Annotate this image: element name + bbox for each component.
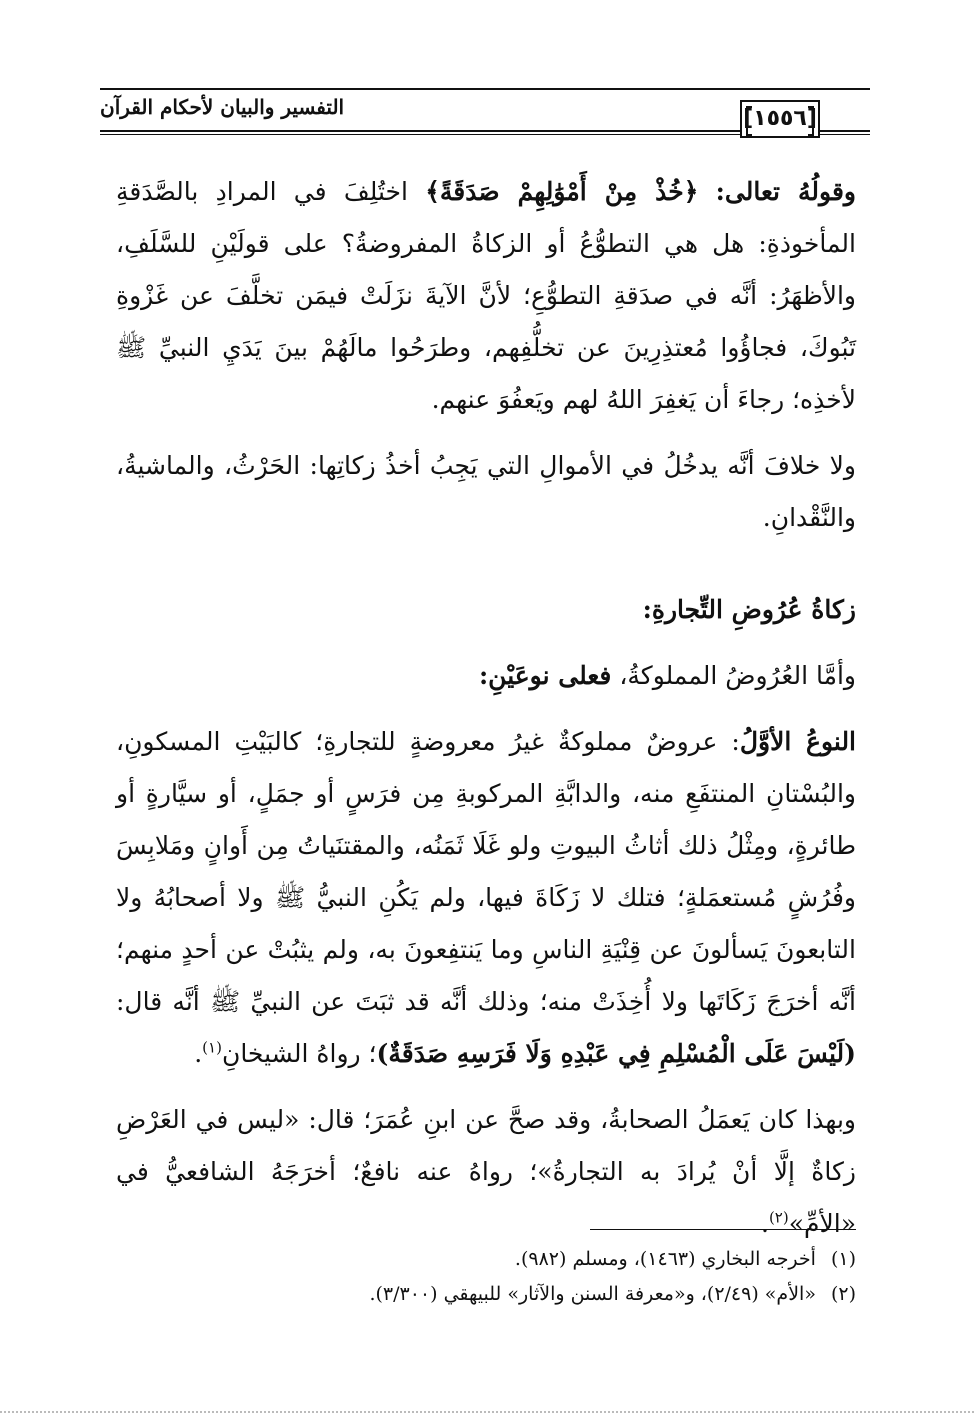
quran-verse: ﴿خُذْ مِنْ أَمْوَٰلِهِمْ صَدَقَةً﴾ — [425, 177, 699, 206]
footnote-2 — [116, 1277, 856, 1312]
paragraph-4-text-a: : عروضٌ مملوكةٌ غيرُ معروضةٍ للتجارةِ؛ كالبَيْتِ المسكونِ، والبُسْتانِ المنتفَعِ منه، والدابَّةِ المركوبةِ مِن فرَسٍ أو جمَلٍ، أو سيَّارةٍ أو طائرةٍ، ومِثْلُ ذلك أثاثُ البيوتِ ولو غَلَا ثَمَنُه، والمقتنَياتُ مِن أَوانٍ ومَلابِسَ وفُرُشٍ مُستعمَلةٍ؛ فتلك لا زَكَاةَ فيها، ولم يَكُنِ النبيُّ ﷺ ولا أصحابُهُ ولا التابعونَ يَسألونَ عن قِنْيَةِ الناسِ وما يَنتفِعونَ به، ولم يثبُتْ عن أحدٍ منهم؛ أنَّه أخرَجَ زَكَاتَها ولا أُخِذَتْ منه؛ وذلك أنَّه قد ثبَتَ عن النبيِّ ﷺ أنَّه قال: — [116, 727, 856, 1016]
footnote-1-text: أخرجه البخاري (١٤٦٣)، ومسلم (٩٨٢). — [514, 1248, 816, 1270]
paragraph-3-bold: فعلى نوعَيْنِ: — [478, 661, 612, 690]
main-text — [116, 166, 856, 1250]
footnote-separator — [590, 1229, 856, 1230]
paragraph-2: ولا خلافَ أنَّه يدخُلُ في الأموالِ التي يَجِبُ أخذُ زكاتِها: الحَرْثُ، والماشيةُ، والنَّقْدانِ. — [116, 451, 856, 532]
paragraph-4-end: . — [194, 1039, 203, 1068]
page-bottom-border — [0, 1411, 974, 1413]
footnote-1 — [116, 1242, 856, 1277]
paragraph-3 — [116, 650, 856, 702]
paragraph-5-text: وبهذا كان يَعمَلُ الصحابةُ، وقد صحَّ عن ابنِ عُمَرَ؛ قال: «ليس في العَرْضِ زكاةٌ إلَّا أنْ يُرادَ به التجارةُ»؛ رواهُ عنه نافعٌ؛ أخرَجَهُ الشافعيُّ في «الأمِّ» — [116, 1105, 856, 1238]
paragraph-1-text: اختُلِفَ في المرادِ بالصَّدَقةِ المأخوذةِ: هل هي التطوُّعُ أو الزكاةُ المفروضةُ؟ على قولَيْنِ للسَّلَفِ، والأظهَرُ: أنَّه في صدَقةِ التطوُّعِ؛ لأنَّ الآيةَ نزَلَتْ فيمَن تخلَّفَ عن غَزْوةِ تَبُوكَ، فجاؤُوا مُعتذِرِينَ عن تخلُّفِهم، وطرَحُوا مالَهُمْ بينَ يَدَيِ النبيِّ ﷺ لأخذِه؛ رجاءَ أن يَغفِرَ اللهُ لهم ويَعفُوَ عنهم. — [116, 177, 856, 414]
footnote-ref-2[interactable]: (٢) — [768, 1208, 789, 1227]
book-title: التفسير والبيان لأحكام القرآن — [100, 95, 345, 119]
hadith-quote: (لَيْسَ عَلَى الْمُسْلِمِ فِي عَبْدِهِ وَلَا فَرَسِهِ صَدَقَةٌ) — [376, 1039, 856, 1068]
footnote-ref-1[interactable]: (١) — [202, 1038, 222, 1057]
paragraph-5-end: . — [760, 1209, 769, 1238]
section-heading: زكاةُ عُرُوضِ التِّجارةِ: — [642, 595, 856, 624]
footnote-2-text: «الأم» (٢/٤٩)، و«معرفة السنن والآثار» للبيهقي (٣/٣٠٠). — [369, 1283, 816, 1305]
paragraph-1-lead: وقولُهُ تعالى: — [715, 177, 856, 206]
footnote-2-number: (٢) — [830, 1283, 856, 1305]
paragraph-4 — [116, 716, 856, 1080]
paragraph-4-lead: النوعُ الأوَّلُ — [739, 727, 857, 756]
page-number: [١٥٥٦] — [740, 100, 820, 138]
footnotes — [116, 1242, 856, 1312]
paragraph-4-text-b: ؛ رواهُ الشيخانِ — [221, 1039, 377, 1068]
paragraph-1 — [116, 166, 856, 426]
running-header — [100, 88, 870, 148]
paragraph-5 — [116, 1094, 856, 1250]
footnote-1-number: (١) — [830, 1248, 856, 1270]
paragraph-3-text: وأمَّا العُرُوضُ المملوكةُ، — [611, 661, 856, 690]
